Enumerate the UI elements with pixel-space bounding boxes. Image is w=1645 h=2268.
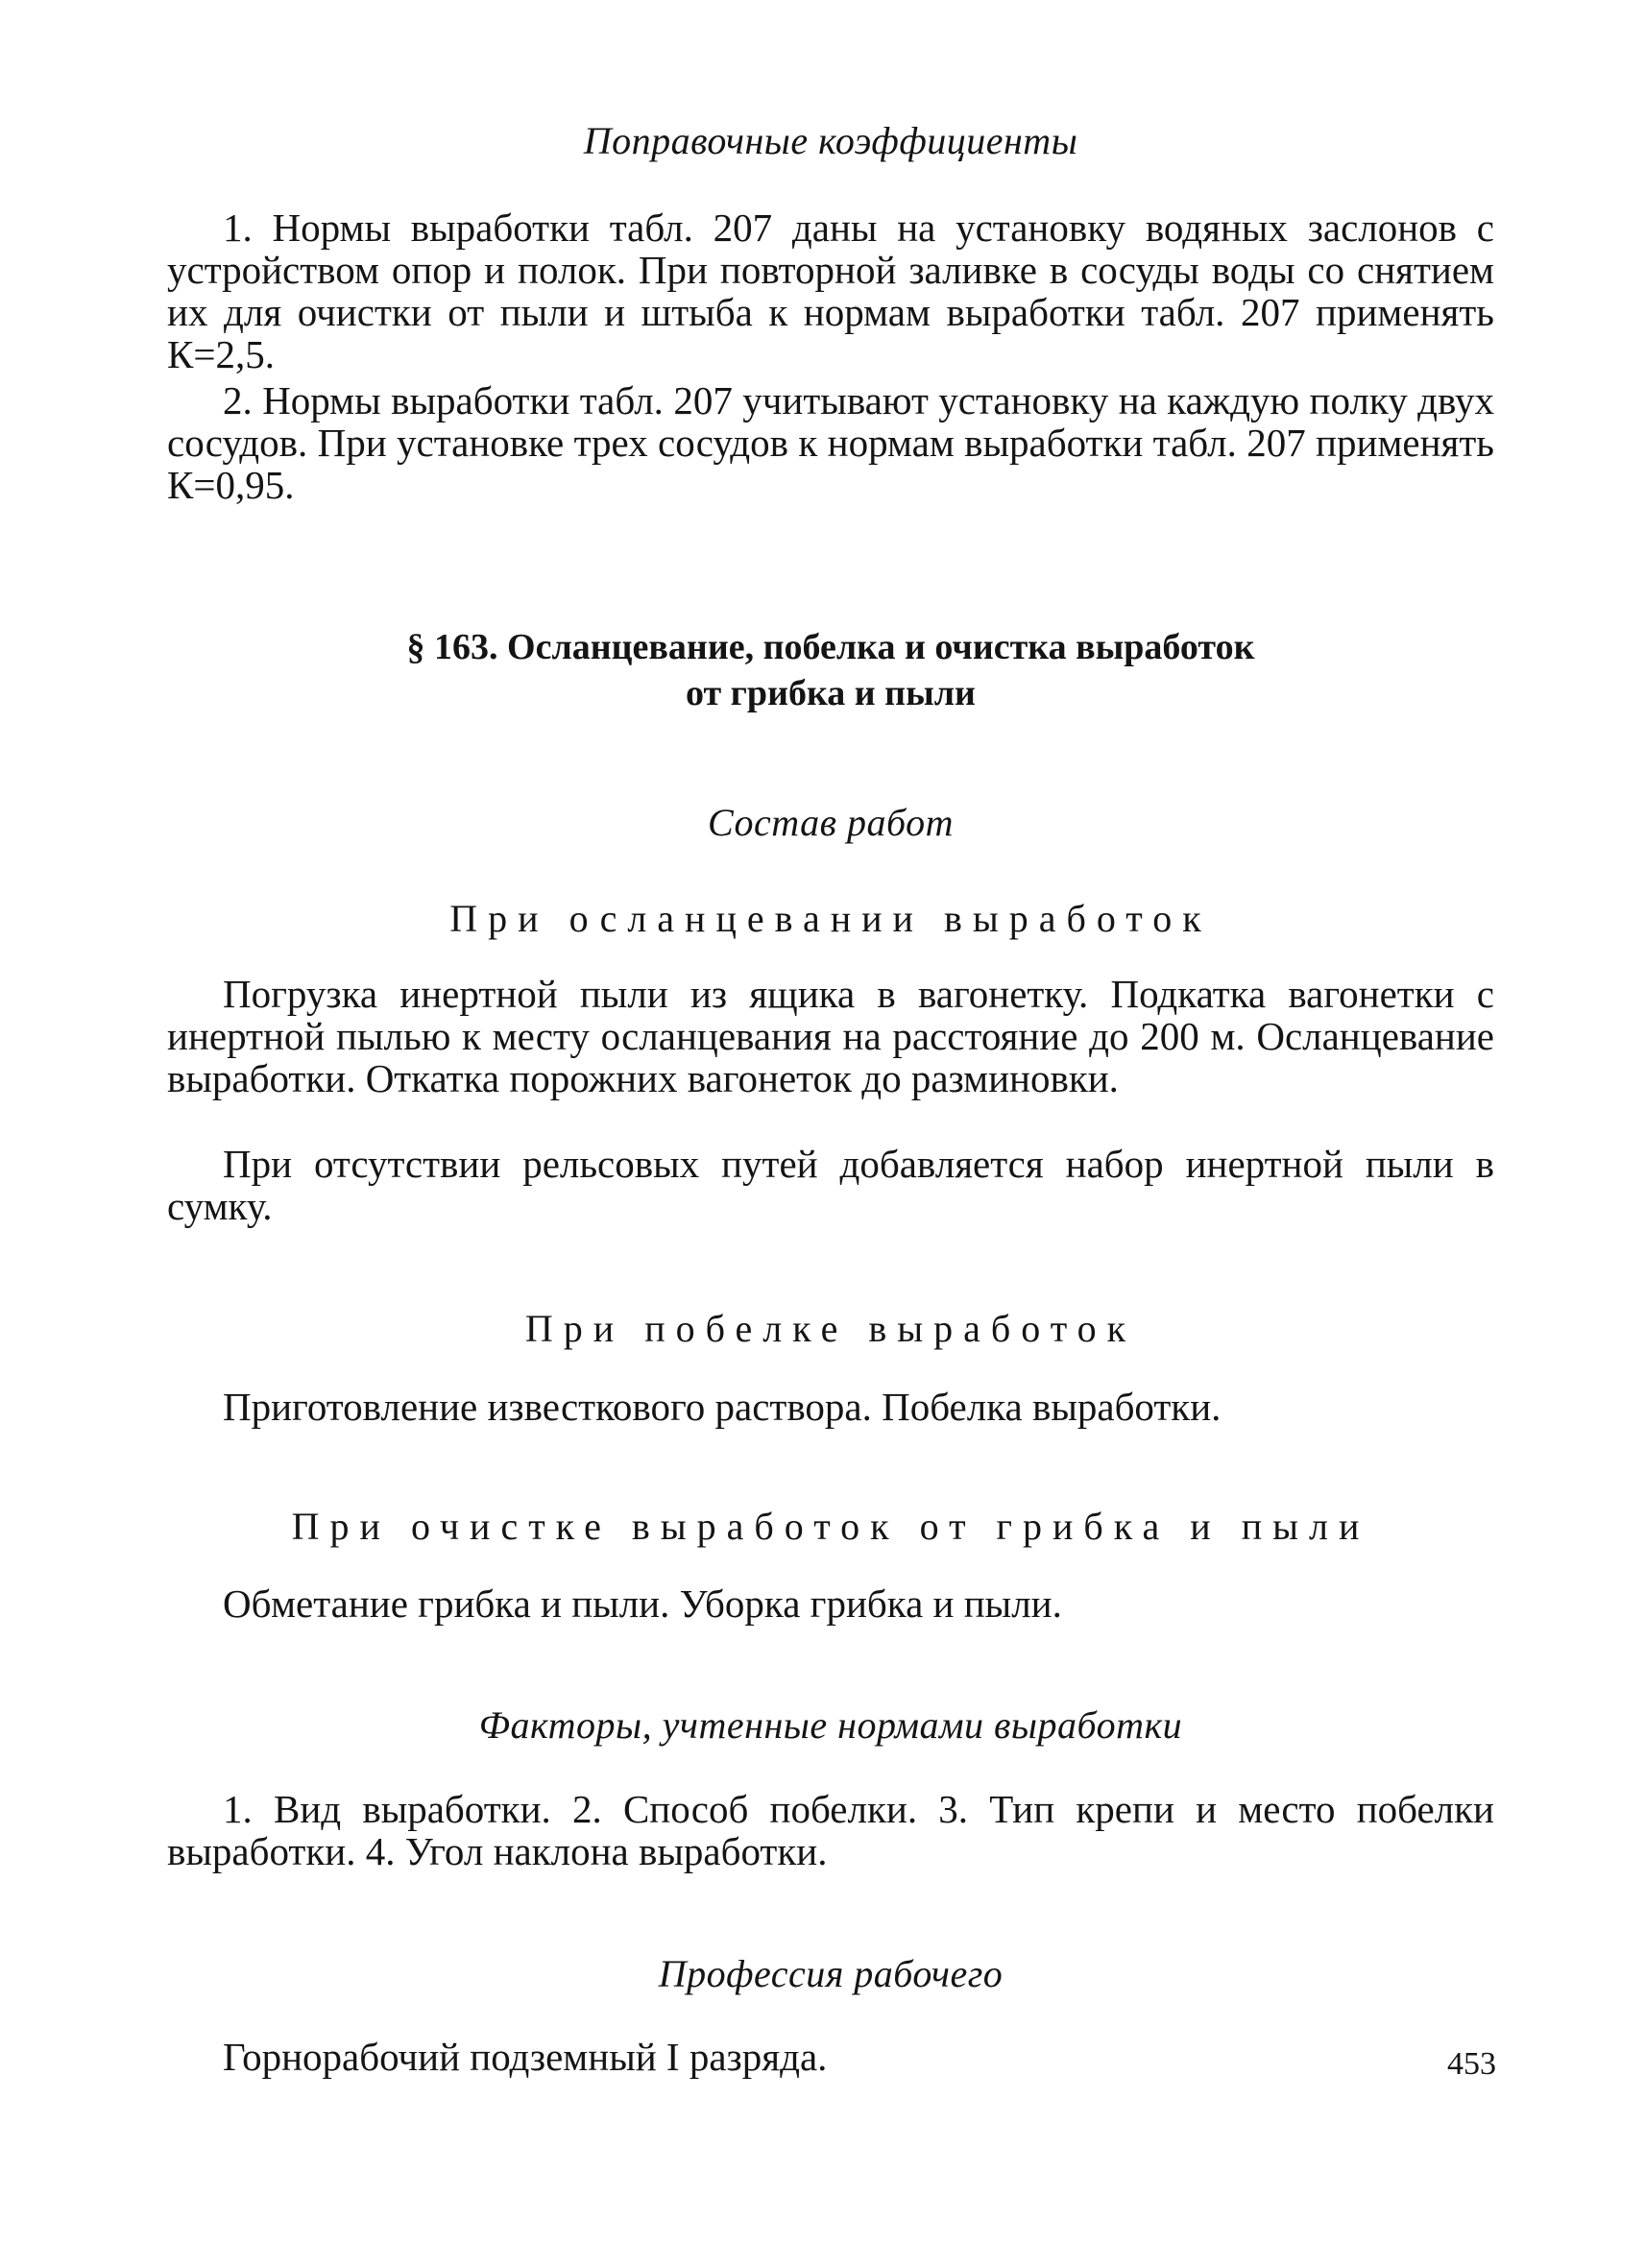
section-title-line-1: § 163. Осланцевание, побелка и очистка выработок [406, 627, 1255, 667]
shale-subheading: При осланцевании выработок [449, 897, 1212, 940]
profession-paragraph: Горнорабочий подземный I разряда. [223, 2035, 828, 2079]
shale-paragraph-2: При отсутствии рельсовых путей добавляется набор инертной пыли в сумку. [167, 1142, 1494, 1228]
work-composition-heading: Состав работ [708, 801, 954, 844]
whitewash-paragraph: Приготовление известкового раствора. Побелка выработки. [223, 1385, 1222, 1429]
correction-heading: Поправочные коэффициенты [583, 119, 1078, 162]
cleaning-subheading: При очистке выработок от грибка и пыли [291, 1505, 1370, 1548]
factors-paragraph: 1. Вид выработки. 2. Способ побелки. 3. Тип крепи и место побелки выработки. 4. Угол наклона выработки. [167, 1787, 1494, 1873]
page-number: 453 [1447, 2046, 1496, 2082]
profession-heading: Профессия рабочего [658, 1952, 1004, 1995]
shale-paragraph: Погрузка инертной пыли из ящика в вагонетку. Подкатка вагонетки с инертной пылью к месту осланцевания на расстояние до 200 м. Осланцевание выработки. Откатка порожних вагонеток до разминовки. [167, 972, 1494, 1100]
cleaning-paragraph: Обметание грибка и пыли. Уборка грибка и пыли. [223, 1581, 1062, 1626]
section-title-line-2: от грибка и пыли [686, 673, 976, 713]
whitewash-subheading: При побелке выработок [524, 1307, 1137, 1350]
correction-item-2: 2. Нормы выработки табл. 207 учитывают установку на каждую полку двух сосудов. При установке трех сосудов к нормам выработки табл. 207 применять К=0,95. [167, 378, 1494, 507]
correction-item-1: 1. Нормы выработки табл. 207 даны на установку водяных заслонов с устройством опор и полок. При повторной заливке в сосуды воды со снятием их для очистки от пыли и штыба к нормам выработки табл. 207 применять К=2,5. [167, 205, 1494, 376]
factors-heading: Факторы, учтенные нормами выработки [478, 1703, 1183, 1747]
